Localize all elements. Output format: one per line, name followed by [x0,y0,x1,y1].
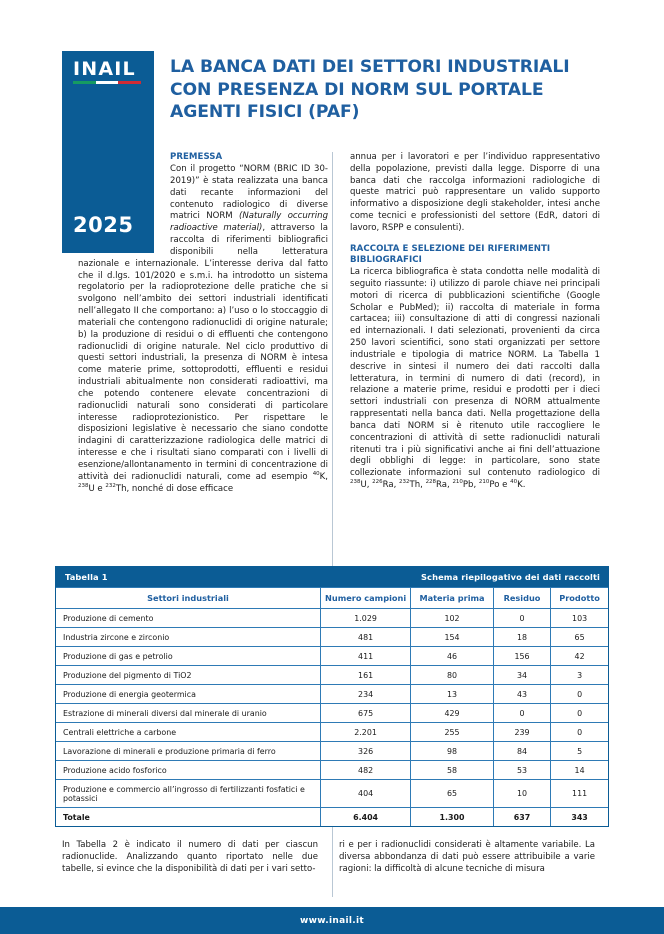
cell-sector: Industria zircone e zirconio [56,628,321,647]
isotope-mass-number-1: 226 [372,479,383,486]
cell-sector: Produzione di gas e petrolio [56,647,321,666]
table-total-row [56,808,608,827]
isotope-mass-number-5: 210 [478,479,490,486]
isotope-symbol-6: K. [517,480,526,491]
isotope-symbol-2: Th, [409,480,426,491]
table-row [56,704,608,723]
cell-prodotto: 0 [551,704,608,723]
cell-numero-campioni: 411 [321,647,411,666]
cell-numero-campioni: 161 [321,666,411,685]
left-paragraph-part1: Con il progetto “NORM (BRIC ID 30-2019)” è stata realizzata una banca dati recante informazioni del contenuto radiologico di diverse matrici NORM [170,164,328,222]
cell-numero-campioni: 234 [321,685,411,704]
cell-prodotto: 0 [551,723,608,742]
table-row [56,761,608,780]
right-paragraph-2-text: La ricerca bibliografica è stata condotta nelle modalità di seguito riassunte: i) utilizzo di parole chiave nei principali motori di ricerca di pubblicazioni scientifiche (Google Scholar e PubMed); ii) raccolta di materiale in forma cartacea; iii) consultazione di atti di congressi nazionali ed internazionali. I dati selezionati, provenienti da circa 250 lavori scientifici, sono stati organizzati per settore industriale e tipologia di matrice NORM. La Tabella 1 descrive in sintesi il numero dei dati raccolti dalla letteratura, in termini di numero di dati (record), in relazione a materie prime, residui e prodotti per i dieci settori industriali con presenza di NORM attualmente rappresentati nella banca dati. Nella progettazione della banca dati NORM si è ritenuto utile raccogliere le concentrazioni di attività di sette radionuclidi naturali ritenuti tra i più significativi anche ai fini dell’attuazione degli obblighi di legge: in particolare, sono state collezionate informazioni sul contenuto radiologico di [350,267,600,479]
page-footer [0,907,664,934]
cell-materia-prima: 58 [411,761,494,780]
cell-sector: Produzione di energia geotermica [56,685,321,704]
isotope-k40-superscript: 40 [312,470,320,477]
isotope-mass-number-0: 238 [350,479,361,486]
cell-materia-prima: 102 [411,609,494,628]
isotope-th232-superscript: 232 [105,482,116,489]
isotope-mass-number-6: 40 [510,479,518,486]
left-column [78,152,328,495]
cell-numero-campioni: 1.029 [321,609,411,628]
cell-sector: Produzione di cemento [56,609,321,628]
isotope-th232-symbol: Th, nonché di dose efficace [115,483,234,494]
cell-materia-prima: 255 [411,723,494,742]
bottom-right-paragraph: ri e per i radionuclidi considerati è altamente variabile. La diversa abbondanza di dati può essere attribuibile a varie ragioni: la difficoltà di alcune tecniche di misura [339,840,595,874]
cell-materia-prima: 46 [411,647,494,666]
table-row [56,628,608,647]
bottom-left-paragraph: In Tabella 2 è indicato il numero di dati per ciascun radionuclide. Analizzando quanto riportato nelle due tabelle, si evince che la disponibilità di dati per i vari setto- [62,840,318,874]
cell-numero-campioni: 404 [321,780,411,808]
isotope-symbol-1: Ra, [382,480,400,491]
publication-year: 2025 [73,213,134,237]
section-heading-raccolta: RACCOLTA E SELEZIONE DEI RIFERIMENTI BIBLIOGRAFICI [350,243,551,265]
isotope-mass-number-2: 232 [399,479,410,486]
isotope-u238-symbol: U e [88,483,106,494]
column-header-materia-prima: Materia prima [411,588,494,609]
cell-residuo: 239 [493,723,550,742]
cell-materia-prima: 1.300 [411,808,494,827]
table-row [56,780,608,808]
right-column [350,152,600,492]
cell-residuo: 34 [493,666,550,685]
cell-residuo: 637 [493,808,550,827]
left-paragraph-italic: (Naturally occurring radioactive material) [170,211,328,234]
isotope-symbol-0: U, [360,480,373,491]
inail-logo [73,60,143,84]
table-row [56,647,608,666]
column-header-settori: Settori industriali [56,588,321,609]
cell-numero-campioni: 326 [321,742,411,761]
cell-materia-prima: 65 [411,780,494,808]
section-heading-premessa: PREMESSA [170,152,223,162]
isotope-symbol-4: Pb, [462,480,479,491]
cell-residuo: 53 [493,761,550,780]
cell-sector: Lavorazione di minerali e produzione primaria di ferro [56,742,321,761]
cell-sector: Totale [56,808,321,827]
table-row [56,666,608,685]
italian-tricolor-icon [73,81,141,84]
table-caption-description: Schema riepilogativo dei dati raccolti [420,572,600,582]
cell-prodotto: 3 [551,666,608,685]
bottom-left-column [62,840,318,875]
isotope-mass-number-3: 228 [425,479,437,486]
cell-materia-prima: 429 [411,704,494,723]
left-paragraph-part2: , attraverso la raccolta di riferimenti bibliografici disponibili nella letteratura nazionale e internazionale. L’interesse deriva dal fatto che il d.lgs. 101/2020 e s.m.i. ha introdotto un sistema regolatorio per la radioprotezione delle pratiche che si svolgono nell’ambito dei settori industriali identificati nell’allegato II che comportano: a) l’uso o lo stoccaggio di materiali che contengono radionuclidi di origine naturale; b) la produzione di residui o di effluenti che contengono radionuclidi di origine naturale. Nel ciclo produttivo di questi settori industriali, la presenza di NORM è intesa come materie prime, sottoprodotti, effluenti e residui industriali abitualmente non considerati radioattivi, ma che potendo contenere elevate concentrazioni di radionuclidi naturali sono considerati di particolare interesse radioprotezionistico. Per rispettare le disposizioni legislative è necessario che siano condotte indagini di caratterizzazione radiologica delle matrici di interesse e che i risultati siano comparati con i livelli di esenzione/allontanamento in termini di concentrazione di attività dei radionuclidi naturali, come ad esempio [78,223,329,482]
tricolor-red-stripe [118,81,141,84]
cell-prodotto: 65 [551,628,608,647]
table-row [56,609,608,628]
isotope-symbol-3: Ra, [436,480,453,491]
cell-sector: Estrazione di minerali diversi dal minerale di uranio [56,704,321,723]
tricolor-green-stripe [73,81,96,84]
cell-numero-campioni: 481 [321,628,411,647]
cell-sector: Produzione e commercio all’ingrosso di fertilizzanti fosfatici e potassici [56,780,321,808]
cell-residuo: 0 [493,704,550,723]
data-table-container [55,566,609,827]
cell-residuo: 10 [493,780,550,808]
cell-sector: Centrali elettriche a carbone [56,723,321,742]
bottom-right-column [339,840,595,875]
logo-text-wrap-spacer [78,152,170,252]
table-caption-label: Tabella 1 [65,572,108,582]
right-paragraph-2 [350,267,600,492]
cell-sector: Produzione acido fosforico [56,761,321,780]
cell-residuo: 84 [493,742,550,761]
cell-materia-prima: 13 [411,685,494,704]
table-caption [56,567,608,587]
cell-sector: Produzione del pigmento di TiO2 [56,666,321,685]
inail-logo-text: INAIL [73,58,136,80]
cell-materia-prima: 154 [411,628,494,647]
table-row [56,742,608,761]
table-header-row [56,588,608,609]
cell-numero-campioni: 482 [321,761,411,780]
cell-numero-campioni: 2.201 [321,723,411,742]
cell-prodotto: 14 [551,761,608,780]
column-header-residuo: Residuo [493,588,550,609]
isotope-k40-symbol: K, [319,471,328,482]
table-body [56,609,608,827]
page-title: LA BANCA DATI DEI SETTORI INDUSTRIALI CON PRESENZA DI NORM SUL PORTALE AGENTI FISICI (PAF) [170,57,570,123]
cell-numero-campioni: 675 [321,704,411,723]
isotope-list [350,480,525,490]
inail-website-link[interactable]: www.inail.it [300,915,364,926]
right-paragraph-1: annua per i lavoratori e per l’individuo rappresentativo della popolazione, previsti dalla legge. Disporre di una banca dati che raccolga informazioni radiologiche di queste matrici può rappresentare un valido supporto informativo a disposizione degli stakeholder, intesi anche come tecnici e professionisti del settore (EdR, datori di lavoro, RSPP e consulenti). [350,152,600,233]
cell-prodotto: 42 [551,647,608,666]
cell-prodotto: 103 [551,609,608,628]
isotope-u238-superscript: 238 [78,482,89,489]
cell-prodotto: 5 [551,742,608,761]
table-header [56,588,608,609]
cell-materia-prima: 80 [411,666,494,685]
table-row [56,723,608,742]
tricolor-white-stripe [96,81,119,84]
settori-industriali-table [56,587,608,826]
column-header-numero-campioni: Numero campioni [321,588,411,609]
cell-numero-campioni: 6.404 [321,808,411,827]
cell-residuo: 156 [493,647,550,666]
cell-residuo: 43 [493,685,550,704]
cell-prodotto: 0 [551,685,608,704]
cell-prodotto: 343 [551,808,608,827]
isotope-mass-number-4: 210 [452,479,463,486]
cell-prodotto: 111 [551,780,608,808]
table-row [56,685,608,704]
cell-residuo: 0 [493,609,550,628]
column-header-prodotto: Prodotto [551,588,608,609]
cell-residuo: 18 [493,628,550,647]
cell-materia-prima: 98 [411,742,494,761]
isotope-symbol-5: Po e [489,480,511,491]
